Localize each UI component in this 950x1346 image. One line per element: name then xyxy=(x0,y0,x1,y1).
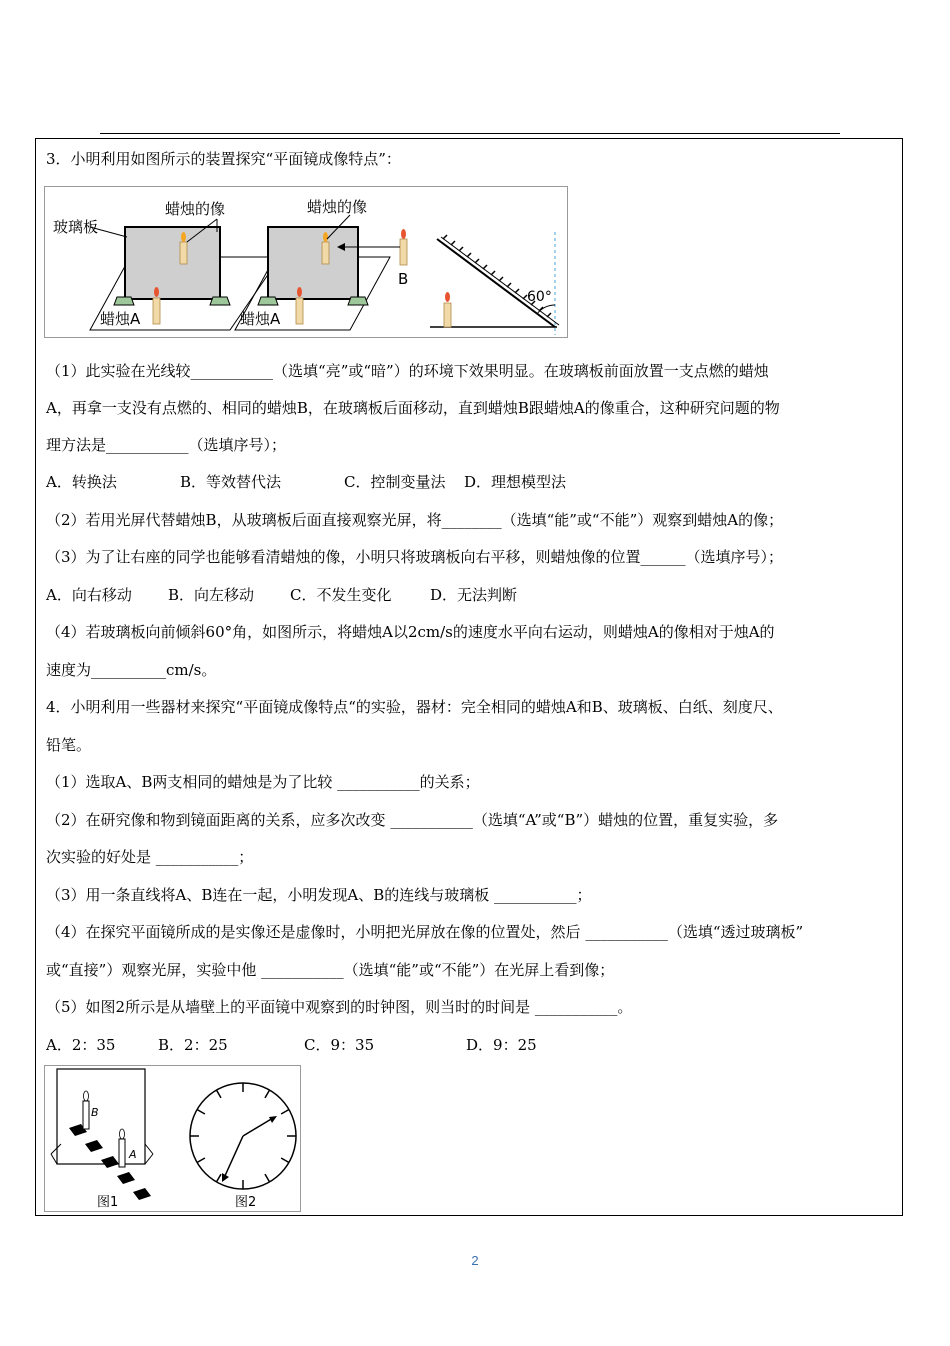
label-image-1: 蜡烛的像 xyxy=(165,200,226,218)
candle-image-2 xyxy=(322,242,329,264)
flame-B xyxy=(84,1091,89,1101)
flame-A-2 xyxy=(297,287,302,297)
candle-image-1 xyxy=(180,242,187,264)
q3-part3-option-a: A．向右移动 xyxy=(46,586,132,604)
caption-fig1: 图1 xyxy=(97,1195,119,1210)
label-A: A xyxy=(129,1148,137,1161)
label-angle: 60° xyxy=(527,289,552,305)
q4-figure xyxy=(44,1065,301,1212)
q3-part1-option-b: B．等效替代法 xyxy=(180,473,282,491)
candle-A-2 xyxy=(296,298,303,324)
stand-left-2 xyxy=(258,297,278,305)
q4-part1: （1）选取A、B两支相同的蜡烛是为了比较 ___________的关系； xyxy=(46,773,480,791)
flame-image-1 xyxy=(181,232,186,242)
q4-part5-option-a: A．2：35 xyxy=(46,1036,116,1054)
flame-A xyxy=(120,1129,125,1139)
candle-A-1 xyxy=(153,298,160,324)
q3-part2: （2）若用光屏代替蜡烛B，从玻璃板后面直接观察光屏，将________（选填“能”或“不能”）观察到蜡烛A的像； xyxy=(46,511,784,529)
candle-A xyxy=(119,1139,125,1167)
q3-part1-option-d: D．理想模型法 xyxy=(464,473,567,491)
stand-right-2 xyxy=(348,297,368,305)
q3-part1-option-a: A．转换法 xyxy=(46,473,117,491)
q3-title: 3．小明利用如图所示的装置探究“平面镜成像特点”： xyxy=(46,150,401,168)
q3-part3-option-c: C．不发生变化 xyxy=(290,586,392,604)
q3-part1-line3: 理方法是___________（选填序号）； xyxy=(46,436,287,454)
candle-B xyxy=(400,239,407,265)
stand-right-1 xyxy=(210,297,230,305)
q3-part3-option-b: B．向左移动 xyxy=(168,586,255,604)
q4-title-line1: 4．小明利用一些器材来探究“平面镜成像特点“的实验，器材：完全相同的蜡烛A和B、玻璃板、白纸、刻度尺、 xyxy=(46,698,783,716)
candle-B xyxy=(83,1101,89,1129)
q3-part1-line1: （1）此实验在光线较___________（选填“亮”或“暗”）的环境下效果明显。在玻璃板前面放置一支点燃的蜡烛 xyxy=(46,362,769,380)
q4-part3: （3）用一条直线将A、B连在一起，小明发现A、B的连线与玻璃板 ___________； xyxy=(46,886,592,904)
q4-part4-line1: （4）在探究平面镜所成的是实像还是虚像时，小明把光屏放在像的位置处，然后 ___________（选填“透过玻璃板” xyxy=(46,923,804,941)
q4-part4-line2: 或“直接”）观察光屏，实验中他 ___________（选填“能”或“不能”）在光屏上看到像； xyxy=(46,961,615,979)
q4-part5: （5）如图2所示是从墙壁上的平面镜中观察到的时钟图，则当时的时间是 ___________。 xyxy=(46,998,633,1016)
flame-A-3 xyxy=(445,292,450,302)
flame-B xyxy=(401,229,406,239)
q3-figure-drawing xyxy=(45,187,567,337)
q3-part3: （3）为了让右座的同学也能够看清蜡烛的像，小明只将玻璃板向右平移，则蜡烛像的位置______（选填序号）； xyxy=(46,548,784,566)
q3-part1-option-c: C．控制变量法 xyxy=(344,473,446,491)
stand-left-1 xyxy=(114,297,134,305)
label-glass: 玻璃板 xyxy=(53,218,99,236)
candle-A-3 xyxy=(444,303,451,327)
q3-part4-line2: 速度为__________cm/s。 xyxy=(46,661,217,679)
q4-figure-drawing xyxy=(45,1066,300,1211)
caption-fig2: 图2 xyxy=(235,1195,257,1210)
q4-part2-line1: （2）在研究像和物到镜面距离的关系，应多次改变 ___________（选填“A”或“B”）蜡烛的位置，重复实验，多 xyxy=(46,811,779,829)
q4-part2-line2: 次实验的好处是 ___________； xyxy=(46,848,254,866)
q4-part5-option-b: B．2：25 xyxy=(158,1036,228,1054)
q4-part5-option-d: D．9：25 xyxy=(466,1036,537,1054)
label-candle-A-2: 蜡烛A xyxy=(240,310,281,328)
flame-A-1 xyxy=(154,287,159,297)
q3-part3-option-d: D．无法判断 xyxy=(430,586,518,604)
header-rule xyxy=(100,133,840,134)
label-B: B xyxy=(398,270,409,288)
label-image-2: 蜡烛的像 xyxy=(307,198,368,216)
q3-part1-line2: A，再拿一支没有点燃的、相同的蜡烛B，在玻璃板后面移动，直到蜡烛B跟蜡烛A的像重合，这种研究问题的物 xyxy=(46,399,780,417)
glass-plate-1 xyxy=(125,227,220,299)
glass-plate-2 xyxy=(268,227,358,299)
q4-part5-option-c: C．9：35 xyxy=(304,1036,375,1054)
label-B: B xyxy=(91,1106,99,1119)
page-number: 2 xyxy=(471,1253,479,1268)
label-candle-A-1: 蜡烛A xyxy=(100,310,141,328)
flame-image-2 xyxy=(323,232,328,242)
q4-title-line2: 铅笔。 xyxy=(46,736,92,754)
q3-part4-line1: （4）若玻璃板向前倾斜60°角，如图所示，将蜡烛A以2cm/s的速度水平向右运动，则蜡烛A的像相对于烛A的 xyxy=(46,623,775,641)
q3-figure xyxy=(44,186,568,338)
